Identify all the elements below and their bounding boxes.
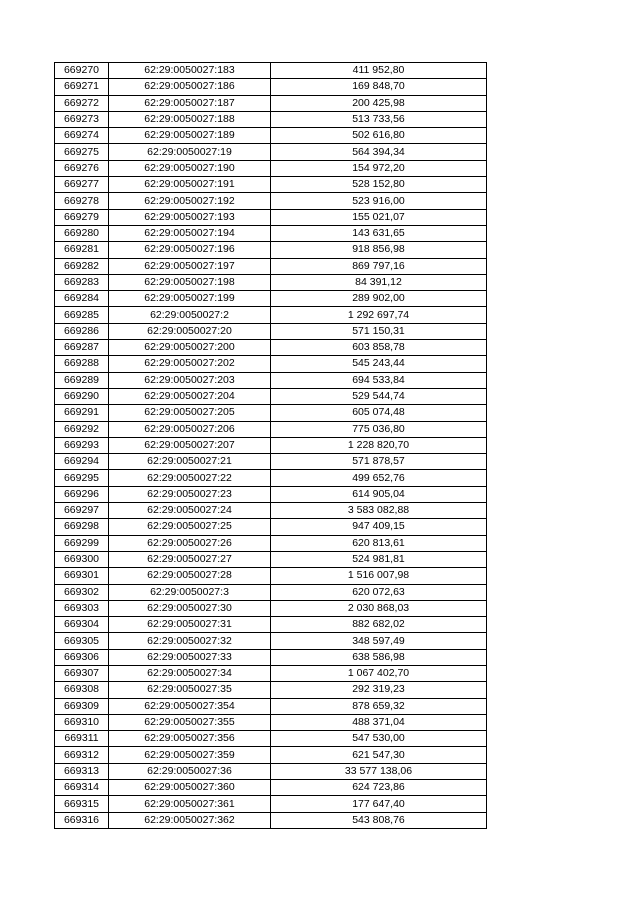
row-number-cell: 669296 <box>55 486 109 502</box>
cadastral-number-cell: 62:29:0050027:183 <box>109 63 271 79</box>
value-cell: 1 067 402,70 <box>271 665 487 681</box>
row-number-cell: 669301 <box>55 568 109 584</box>
value-cell: 620 813,61 <box>271 535 487 551</box>
cadastral-number-cell: 62:29:0050027:354 <box>109 698 271 714</box>
cadastral-number-cell: 62:29:0050027:198 <box>109 274 271 290</box>
cadastral-number-cell: 62:29:0050027:360 <box>109 780 271 796</box>
cadastral-number-cell: 62:29:0050027:30 <box>109 600 271 616</box>
table-row <box>55 111 487 127</box>
value-cell: 571 878,57 <box>271 454 487 470</box>
row-number-cell: 669274 <box>55 128 109 144</box>
cadastral-number-cell: 62:29:0050027:21 <box>109 454 271 470</box>
cadastral-number-cell: 62:29:0050027:28 <box>109 568 271 584</box>
row-number-cell: 669278 <box>55 193 109 209</box>
table-row <box>55 568 487 584</box>
table-row <box>55 503 487 519</box>
cadastral-number-cell: 62:29:0050027:186 <box>109 79 271 95</box>
cadastral-number-cell: 62:29:0050027:205 <box>109 405 271 421</box>
value-cell: 513 733,56 <box>271 111 487 127</box>
value-cell: 84 391,12 <box>271 274 487 290</box>
value-cell: 878 659,32 <box>271 698 487 714</box>
value-cell: 524 981,81 <box>271 551 487 567</box>
table-row <box>55 388 487 404</box>
table-row <box>55 128 487 144</box>
row-number-cell: 669298 <box>55 519 109 535</box>
row-number-cell: 669293 <box>55 437 109 453</box>
table-row <box>55 584 487 600</box>
table-row <box>55 486 487 502</box>
value-cell: 348 597,49 <box>271 633 487 649</box>
table-row <box>55 307 487 323</box>
table-row <box>55 193 487 209</box>
row-number-cell: 669294 <box>55 454 109 470</box>
cadastral-number-cell: 62:29:0050027:190 <box>109 160 271 176</box>
row-number-cell: 669286 <box>55 323 109 339</box>
row-number-cell: 669291 <box>55 405 109 421</box>
cadastral-number-cell: 62:29:0050027:20 <box>109 323 271 339</box>
cadastral-number-cell: 62:29:0050027:192 <box>109 193 271 209</box>
table-row <box>55 796 487 812</box>
table-row <box>55 763 487 779</box>
value-cell: 502 616,80 <box>271 128 487 144</box>
row-number-cell: 669304 <box>55 617 109 633</box>
value-cell: 882 682,02 <box>271 617 487 633</box>
row-number-cell: 669305 <box>55 633 109 649</box>
row-number-cell: 669302 <box>55 584 109 600</box>
table-row <box>55 144 487 160</box>
value-cell: 155 021,07 <box>271 209 487 225</box>
value-cell: 564 394,34 <box>271 144 487 160</box>
cadastral-number-cell: 62:29:0050027:3 <box>109 584 271 600</box>
cadastral-number-cell: 62:29:0050027:26 <box>109 535 271 551</box>
value-cell: 620 072,63 <box>271 584 487 600</box>
value-cell: 605 074,48 <box>271 405 487 421</box>
cadastral-number-cell: 62:29:0050027:193 <box>109 209 271 225</box>
value-cell: 775 036,80 <box>271 421 487 437</box>
row-number-cell: 669277 <box>55 177 109 193</box>
cadastral-number-cell: 62:29:0050027:35 <box>109 682 271 698</box>
row-number-cell: 669306 <box>55 649 109 665</box>
row-number-cell: 669313 <box>55 763 109 779</box>
row-number-cell: 669282 <box>55 258 109 274</box>
cadastral-number-cell: 62:29:0050027:187 <box>109 95 271 111</box>
table-row <box>55 551 487 567</box>
table-row <box>55 519 487 535</box>
table-row <box>55 600 487 616</box>
value-cell: 694 533,84 <box>271 372 487 388</box>
table-row <box>55 405 487 421</box>
value-cell: 292 319,23 <box>271 682 487 698</box>
value-cell: 3 583 082,88 <box>271 503 487 519</box>
table-row <box>55 731 487 747</box>
row-number-cell: 669308 <box>55 682 109 698</box>
value-cell: 547 530,00 <box>271 731 487 747</box>
cadastral-number-cell: 62:29:0050027:199 <box>109 291 271 307</box>
cadastral-number-cell: 62:29:0050027:32 <box>109 633 271 649</box>
table-row <box>55 812 487 828</box>
row-number-cell: 669270 <box>55 63 109 79</box>
cadastral-number-cell: 62:29:0050027:31 <box>109 617 271 633</box>
row-number-cell: 669295 <box>55 470 109 486</box>
table-row <box>55 291 487 307</box>
cadastral-number-cell: 62:29:0050027:33 <box>109 649 271 665</box>
table-row <box>55 617 487 633</box>
value-cell: 545 243,44 <box>271 356 487 372</box>
row-number-cell: 669292 <box>55 421 109 437</box>
table-row <box>55 63 487 79</box>
cadastral-number-cell: 62:29:0050027:203 <box>109 372 271 388</box>
value-cell: 624 723,86 <box>271 780 487 796</box>
row-number-cell: 669315 <box>55 796 109 812</box>
cadastral-number-cell: 62:29:0050027:200 <box>109 340 271 356</box>
value-cell: 614 905,04 <box>271 486 487 502</box>
value-cell: 869 797,16 <box>271 258 487 274</box>
row-number-cell: 669310 <box>55 714 109 730</box>
table-row <box>55 421 487 437</box>
table-row <box>55 714 487 730</box>
cadastral-number-cell: 62:29:0050027:361 <box>109 796 271 812</box>
cadastral-number-cell: 62:29:0050027:355 <box>109 714 271 730</box>
value-cell: 177 647,40 <box>271 796 487 812</box>
row-number-cell: 669272 <box>55 95 109 111</box>
value-cell: 571 150,31 <box>271 323 487 339</box>
table-row <box>55 665 487 681</box>
cadastral-number-cell: 62:29:0050027:356 <box>109 731 271 747</box>
cadastral-number-cell: 62:29:0050027:2 <box>109 307 271 323</box>
value-cell: 523 916,00 <box>271 193 487 209</box>
table-row <box>55 160 487 176</box>
cadastral-number-cell: 62:29:0050027:194 <box>109 225 271 241</box>
value-cell: 947 409,15 <box>271 519 487 535</box>
table-body <box>55 63 487 829</box>
cadastral-number-cell: 62:29:0050027:36 <box>109 763 271 779</box>
table-row <box>55 258 487 274</box>
table-row <box>55 372 487 388</box>
row-number-cell: 669281 <box>55 242 109 258</box>
value-cell: 200 425,98 <box>271 95 487 111</box>
row-number-cell: 669314 <box>55 780 109 796</box>
table-row <box>55 454 487 470</box>
cadastral-number-cell: 62:29:0050027:196 <box>109 242 271 258</box>
value-cell: 499 652,76 <box>271 470 487 486</box>
row-number-cell: 669300 <box>55 551 109 567</box>
value-cell: 918 856,98 <box>271 242 487 258</box>
row-number-cell: 669287 <box>55 340 109 356</box>
cadastral-number-cell: 62:29:0050027:362 <box>109 812 271 828</box>
cadastral-number-cell: 62:29:0050027:22 <box>109 470 271 486</box>
row-number-cell: 669271 <box>55 79 109 95</box>
value-cell: 638 586,98 <box>271 649 487 665</box>
cadastral-number-cell: 62:29:0050027:197 <box>109 258 271 274</box>
table-row <box>55 323 487 339</box>
row-number-cell: 669316 <box>55 812 109 828</box>
table-row <box>55 79 487 95</box>
cadastral-number-cell: 62:29:0050027:206 <box>109 421 271 437</box>
value-cell: 2 030 868,03 <box>271 600 487 616</box>
value-cell: 289 902,00 <box>271 291 487 307</box>
cadastral-number-cell: 62:29:0050027:24 <box>109 503 271 519</box>
row-number-cell: 669311 <box>55 731 109 747</box>
value-cell: 143 631,65 <box>271 225 487 241</box>
value-cell: 528 152,80 <box>271 177 487 193</box>
row-number-cell: 669303 <box>55 600 109 616</box>
row-number-cell: 669309 <box>55 698 109 714</box>
row-number-cell: 669297 <box>55 503 109 519</box>
table-row <box>55 780 487 796</box>
row-number-cell: 669307 <box>55 665 109 681</box>
cadastral-number-cell: 62:29:0050027:27 <box>109 551 271 567</box>
cadastral-number-cell: 62:29:0050027:207 <box>109 437 271 453</box>
data-table <box>54 62 487 829</box>
row-number-cell: 669284 <box>55 291 109 307</box>
value-cell: 1 516 007,98 <box>271 568 487 584</box>
table-row <box>55 470 487 486</box>
cadastral-number-cell: 62:29:0050027:19 <box>109 144 271 160</box>
table-row <box>55 356 487 372</box>
row-number-cell: 669299 <box>55 535 109 551</box>
row-number-cell: 669276 <box>55 160 109 176</box>
table-row <box>55 274 487 290</box>
table-row <box>55 225 487 241</box>
row-number-cell: 669285 <box>55 307 109 323</box>
table-row <box>55 747 487 763</box>
cadastral-number-cell: 62:29:0050027:359 <box>109 747 271 763</box>
value-cell: 411 952,80 <box>271 63 487 79</box>
table-row <box>55 340 487 356</box>
table-row <box>55 649 487 665</box>
cadastral-number-cell: 62:29:0050027:25 <box>109 519 271 535</box>
row-number-cell: 669312 <box>55 747 109 763</box>
cadastral-number-cell: 62:29:0050027:188 <box>109 111 271 127</box>
value-cell: 543 808,76 <box>271 812 487 828</box>
cadastral-number-cell: 62:29:0050027:202 <box>109 356 271 372</box>
row-number-cell: 669290 <box>55 388 109 404</box>
cadastral-number-cell: 62:29:0050027:189 <box>109 128 271 144</box>
table-row <box>55 682 487 698</box>
table-row <box>55 242 487 258</box>
row-number-cell: 669279 <box>55 209 109 225</box>
row-number-cell: 669275 <box>55 144 109 160</box>
table-row <box>55 633 487 649</box>
cadastral-number-cell: 62:29:0050027:204 <box>109 388 271 404</box>
row-number-cell: 669280 <box>55 225 109 241</box>
row-number-cell: 669273 <box>55 111 109 127</box>
table-row <box>55 209 487 225</box>
value-cell: 33 577 138,06 <box>271 763 487 779</box>
table-row <box>55 437 487 453</box>
row-number-cell: 669289 <box>55 372 109 388</box>
value-cell: 1 292 697,74 <box>271 307 487 323</box>
row-number-cell: 669283 <box>55 274 109 290</box>
value-cell: 529 544,74 <box>271 388 487 404</box>
cadastral-number-cell: 62:29:0050027:191 <box>109 177 271 193</box>
value-cell: 1 228 820,70 <box>271 437 487 453</box>
cadastral-number-cell: 62:29:0050027:34 <box>109 665 271 681</box>
table-row <box>55 95 487 111</box>
cadastral-number-cell: 62:29:0050027:23 <box>109 486 271 502</box>
value-cell: 169 848,70 <box>271 79 487 95</box>
value-cell: 488 371,04 <box>271 714 487 730</box>
table-row <box>55 698 487 714</box>
row-number-cell: 669288 <box>55 356 109 372</box>
table-row <box>55 177 487 193</box>
value-cell: 154 972,20 <box>271 160 487 176</box>
value-cell: 621 547,30 <box>271 747 487 763</box>
table-row <box>55 535 487 551</box>
value-cell: 603 858,78 <box>271 340 487 356</box>
